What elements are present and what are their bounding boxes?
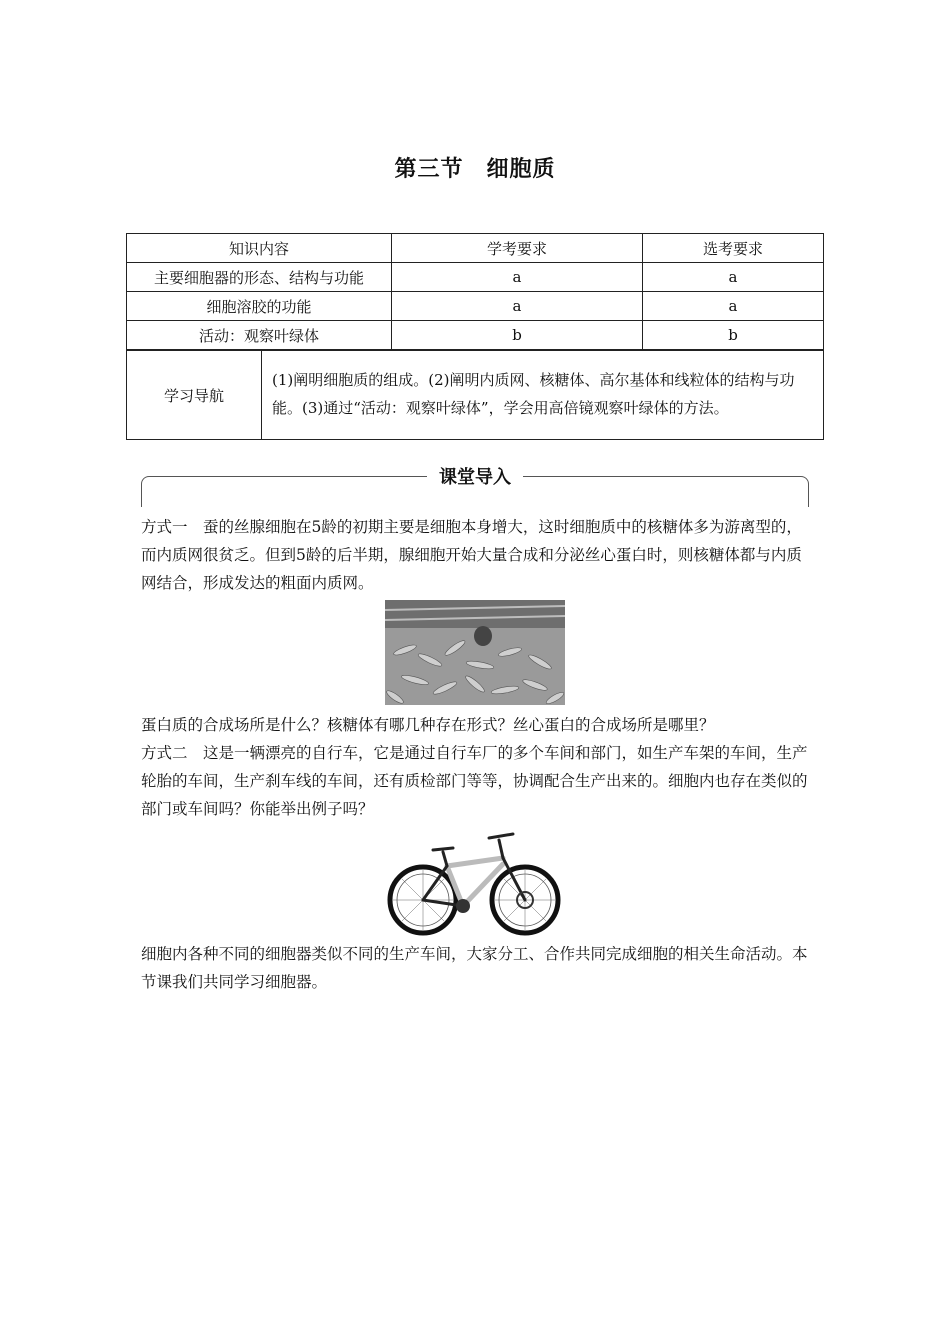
divider <box>141 476 427 507</box>
table-cell: b <box>643 321 824 350</box>
divider <box>523 476 809 507</box>
study-navigation-table <box>126 350 824 440</box>
section-heading-bar <box>141 467 809 510</box>
bicycle-photo <box>385 826 563 938</box>
requirements-table <box>126 233 824 350</box>
study-navigation-text: (1)阐明细胞质的组成。(2)阐明内质网、核糖体、高尔基体和线粒体的结构与功能。(3)通过“活动：观察叶绿体”，学会用高倍镜观察叶绿体的方法。 <box>262 351 824 440</box>
table-row <box>127 263 824 292</box>
conclusion-paragraph: 细胞内各种不同的细胞器类似不同的生产车间，大家分工、合作共同完成细胞的相关生命活动。本节课我们共同学习细胞器。 <box>141 945 808 991</box>
header-knowledge: 知识内容 <box>127 234 392 263</box>
table-cell: a <box>392 263 643 292</box>
method-two-paragraph: 方式二 这是一辆漂亮的自行车，它是通过自行车厂的多个车间和部门，如生产车架的车间，生产轮胎的车间，生产刹车线的车间，还有质检部门等等，协调配合生产出来的。细胞内也存在类似的部门或车间吗？你能举出例子吗？ <box>141 744 808 818</box>
method-one-paragraph: 方式一 蚕的丝腺细胞在5龄的初期主要是细胞本身增大，这时细胞质中的核糖体多为游离型的，而内质网很贫乏。但到5龄的后半期，腺细胞开始大量合成和分泌丝心蛋白时，则核糖体都与内质网结合，形成发达的粗面内质网。 <box>141 518 802 592</box>
section-heading: 课堂导入 <box>439 467 511 488</box>
header-academic: 学考要求 <box>392 234 643 263</box>
table-cell: a <box>392 292 643 321</box>
silkworm-farm-photo <box>385 600 565 705</box>
table-cell: a <box>643 263 824 292</box>
table-header-row <box>127 234 824 263</box>
study-navigation-label: 学习导航 <box>127 351 262 440</box>
page-title: 第三节 细胞质 <box>394 157 556 182</box>
table-row <box>127 321 824 350</box>
table-cell: b <box>392 321 643 350</box>
header-selective: 选考要求 <box>643 234 824 263</box>
table-row <box>127 292 824 321</box>
table-cell: 主要细胞器的形态、结构与功能 <box>127 263 392 292</box>
question-paragraph: 蛋白质的合成场所是什么？核糖体有哪几种存在形式？丝心蛋白的合成场所是哪里？ <box>141 716 715 734</box>
table-cell: 活动：观察叶绿体 <box>127 321 392 350</box>
table-cell: a <box>643 292 824 321</box>
table-cell: 细胞溶胶的功能 <box>127 292 392 321</box>
